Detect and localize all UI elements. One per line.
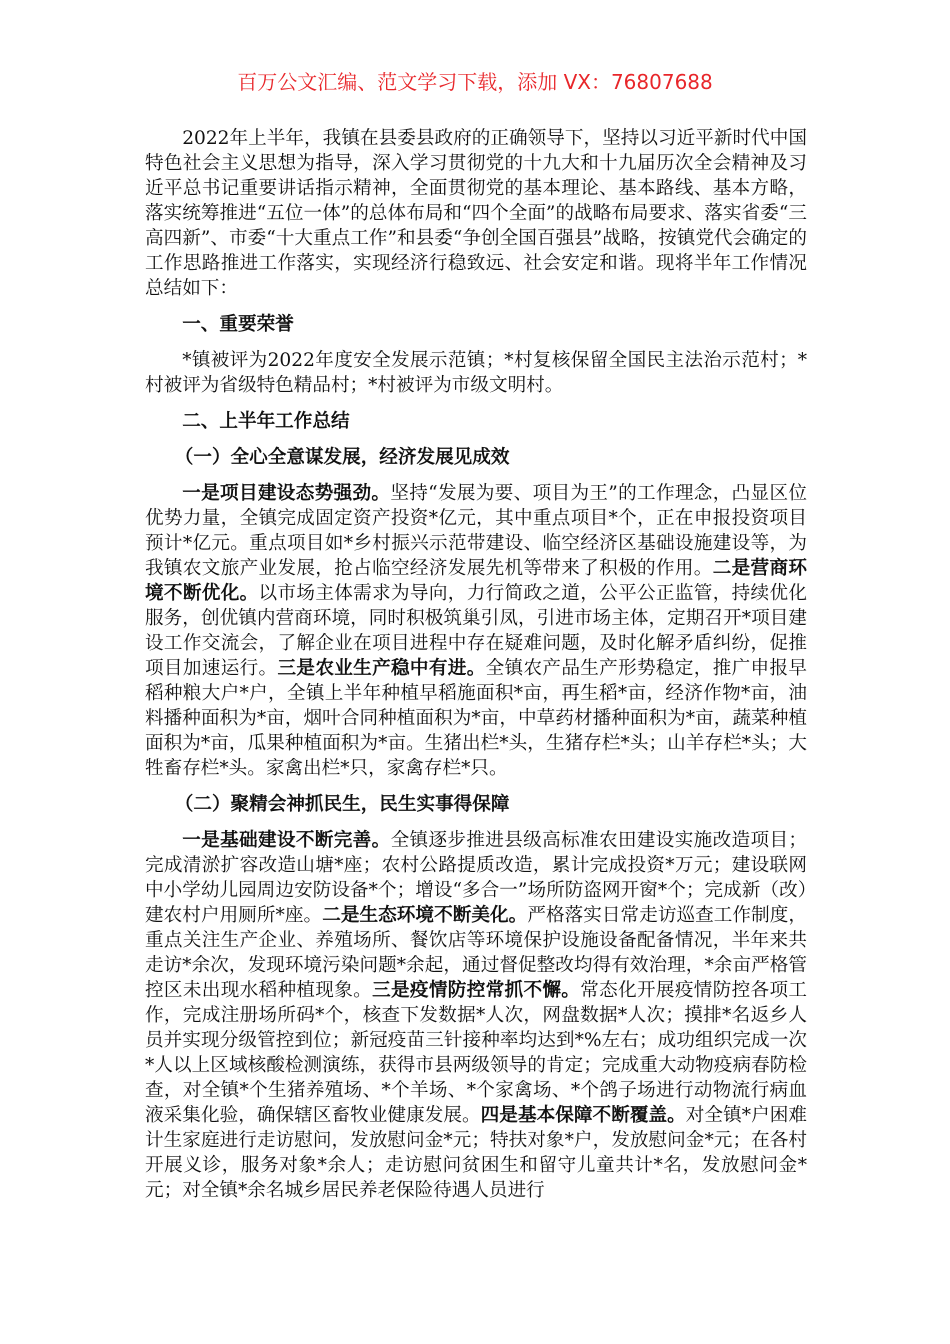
point-text: 坚持“发展为要、项目为王”的工作理念，凸显区位优势力量，全镇完成固定资产投资*亿元，其中重点项目*个，正在申报投资项目预计*亿元。重点项目如*乡村振兴示范带建设、临空经济区基础设施建设等，为我镇农文旅产业发展，抢占临空经济发展先机等带来了积极的作用。 <box>145 483 807 579</box>
watermark-title: 百万公文汇编、范文学习下载，添加 VX：76807688 <box>237 70 713 94</box>
subsection-heading-livelihood: （二）聚精会神抓民生，民生实事得保障 <box>174 794 510 815</box>
section-heading-summary: 二、上半年工作总结 <box>182 411 350 432</box>
point-heading: 二是营商环境不断优化。 <box>145 558 807 604</box>
point-heading: 三是疫情防控常抓不懈。 <box>372 980 581 1001</box>
point-heading: 一是基础建设不断完善。 <box>182 830 391 851</box>
subsection-heading-economy: （一）全心全意谋发展，经济发展见成效 <box>174 447 510 468</box>
point-text: 严格落实日常走访巡查工作制度，重点关注生产企业、养殖场所、餐饮店等环境保护设施设备配备情况，半年来共走访*余次，发现环境污染问题*余起，通过督促整改均得有效治理，*余亩严格管控区未出现水稻种植现象。 <box>145 905 807 1001</box>
point-heading: 四是基本保障不断覆盖。 <box>480 1105 686 1126</box>
intro-paragraph: 2022年上半年，我镇在县委县政府的正确领导下，坚持以习近平新时代中国特色社会主义思想为指导，深入学习贯彻党的十九大和十九届历次全会精神及习近平总书记重要讲话指示精神，全面贯彻党的基本理论、基本路线、基本方略，落实统筹推进“五位一体”的总体布局和“四个全面”的战略布局要求、落实省委“三高四新”、市委“十大重点工作”和县委“争创全国百强县”战略，按镇党代会确定的工作思路推进工作落实，实现经济行稳致远、社会安定和谐。现将半年工作情况总结如下： <box>145 128 807 299</box>
point-text: 全镇逐步推进县级高标准农田建设实施改造项目；完成清淤扩容改造山塘*座；农村公路提质改造，累计完成投资*万元；建设联网中小学幼儿园周边安防设备*个；增设“多合一”场所防盗网开窗*个；完成新（改）建农村户用厕所*座。 <box>145 830 807 926</box>
point-text: 全镇农产品生产形势稳定，推广申报早稻种粮大户*户，全镇上半年种植早稻施面积*亩，再生稻*亩，经济作物*亩，油料播种面积为*亩，烟叶合同种植面积为*亩，中草药材播种面积为*亩，蔬菜种植面积为*亩，瓜果种植面积为*亩。生猪出栏*头，生猪存栏*头；山羊存栏*头；大牲畜存栏*头。家禽出栏*只，家禽存栏*只。 <box>145 658 807 779</box>
economy-paragraph <box>145 481 807 781</box>
section-heading-honors: 一、重要荣誉 <box>182 314 294 335</box>
point-heading: 二是生态环境不断美化。 <box>322 905 528 926</box>
honors-paragraph: *镇被评为2022年度安全发展示范镇；*村复核保留全国民主法治示范村；*村被评为省级特色精品村；*村被评为市级文明村。 <box>145 350 807 396</box>
point-heading: 三是农业生产稳中有进。 <box>277 658 486 679</box>
point-text: 对全镇*户困难计生家庭进行走访慰问，发放慰问金*元；特扶对象*户，发放慰问金*元；在各村开展义诊，服务对象*余人；走访慰问贫困生和留守儿童共计*名，发放慰问金*元；对全镇*余名城乡居民养老保险待遇人员进行 <box>145 1105 807 1201</box>
point-text: 以市场主体需求为导向，力行简政之道，公平公正监管，持续优化服务，创优镇内营商环境，同时积极筑巢引凤，引进市场主体，定期召开*项目建设工作交流会，了解企业在项目进程中存在疑难问题，及时化解矛盾纠纷，促推项目加速运行。 <box>145 583 807 679</box>
livelihood-paragraph <box>145 828 807 1203</box>
point-heading: 一是项目建设态势强劲。 <box>182 483 391 504</box>
document-body <box>145 126 807 1203</box>
point-text: 常态化开展疫情防控各项工作，完成注册场所码*个，核查下发数据*人次，网盘数据*人次；摸排*名返乡人员并实现分级管控到位；新冠疫苗三针接种率均达到*%左右；成功组织完成一次*人以上区域核酸检测演练，获得市县两级领导的肯定；完成重大动物疫病春防检查，对全镇*个生猪养殖场、*个羊场、*个家禽场、*个鸽子场进行动物流行病血液采集化验，确保辖区畜牧业健康发展。 <box>145 980 807 1126</box>
